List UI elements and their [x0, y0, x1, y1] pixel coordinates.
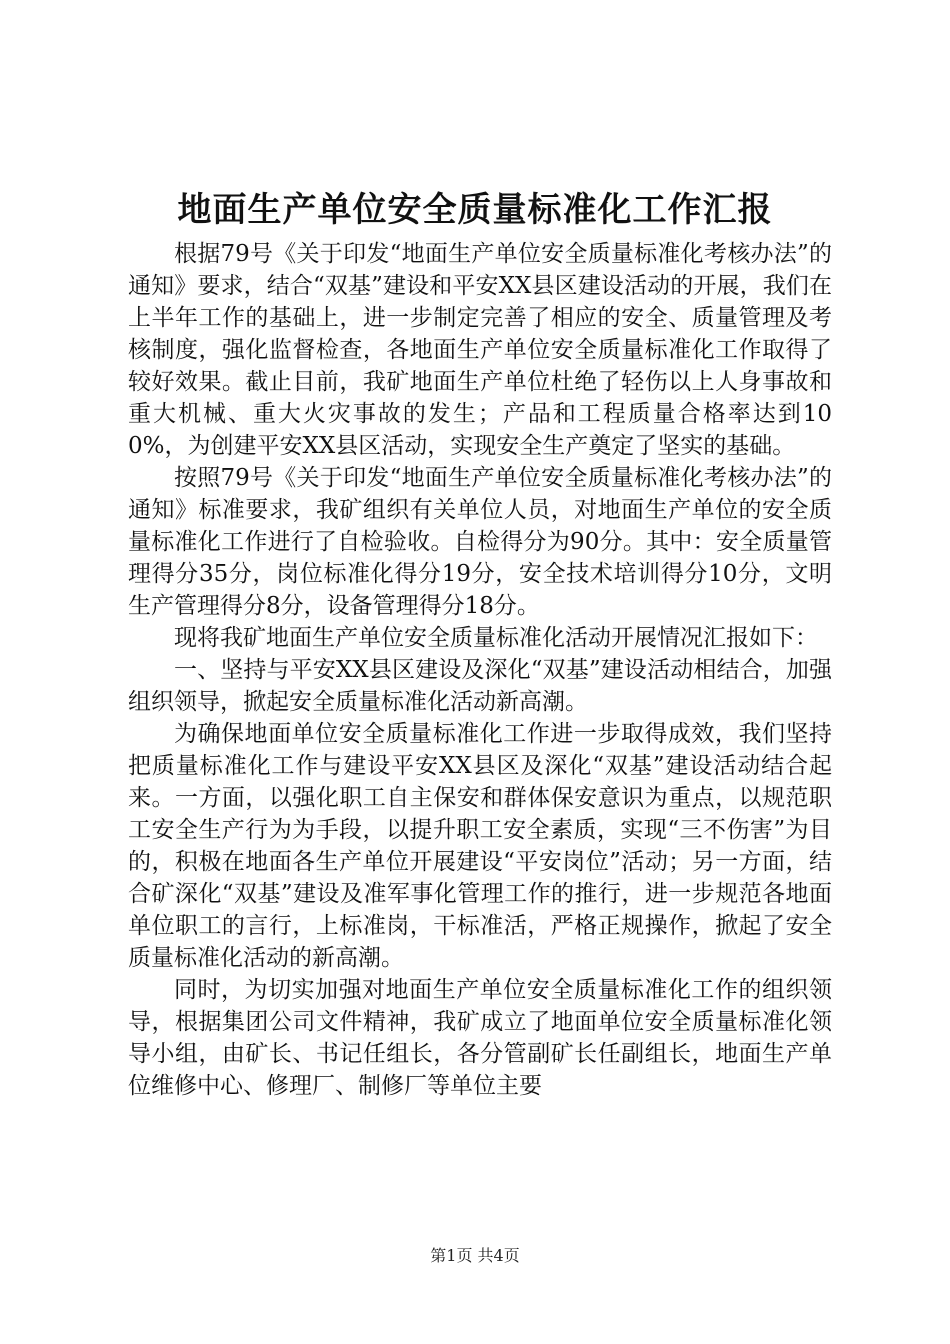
- paragraph-1: 根据79号《关于印发“地面生产单位安全质量标准化考核办法”的通知》要求，结合“双基”建设和平安XX县区建设活动的开展，我们在上半年工作的基础上，进一步制定完善了相应的安全、质量管理及考核制度，强化监督检查，各地面生产单位安全质量标准化工作取得了较好效果。截止目前，我矿地面生产单位杜绝了轻伤以上人身事故和重大机械、重大火灾事故的发生；产品和工程质量合格率达到100%，为创建平安XX县区活动，实现安全生产奠定了坚实的基础。: [128, 241, 832, 459]
- page-number-footer: 第1页 共4页: [430, 1246, 520, 1265]
- paragraph-5: 为确保地面单位安全质量标准化工作进一步取得成效，我们坚持把质量标准化工作与建设平安XX县区及深化“双基”建设活动结合起来。一方面，以强化职工自主保安和群体保安意识为重点，以规范职工安全生产行为为手段，以提升职工安全素质，实现“三不伤害”为目的，积极在地面各生产单位开展建设“平安岗位”活动；另一方面，结合矿深化“双基”建设及准军事化管理工作的推行，进一步规范各地面单位职工的言行，上标准岗，干标准活，严格正规操作，掀起了安全质量标准化活动的新高潮。: [128, 721, 832, 971]
- paragraph-3: 现将我矿地面生产单位安全质量标准化活动开展情况汇报如下：: [174, 625, 818, 651]
- document-body: [128, 238, 832, 1102]
- paragraph-4-section-heading: 一、坚持与平安XX县区建设及深化“双基”建设活动相结合，加强组织领导，掀起安全质量标准化活动新高潮。: [128, 657, 832, 715]
- document-title: 地面生产单位安全质量标准化工作汇报: [177, 190, 773, 230]
- paragraph-2: 按照79号《关于印发“地面生产单位安全质量标准化考核办法”的通知》标准要求，我矿组织有关单位人员，对地面生产单位的安全质量标准化工作进行了自检验收。自检得分为90分。其中：安全质量管理得分35分，岗位标准化得分19分，安全技术培训得分10分，文明生产管理得分8分，设备管理得分18分。: [128, 465, 832, 619]
- paragraph-6: 同时，为切实加强对地面生产单位安全质量标准化工作的组织领导，根据集团公司文件精神，我矿成立了地面单位安全质量标准化领导小组，由矿长、书记任组长，各分管副矿长任副组长，地面生产单位维修中心、修理厂、制修厂等单位主要: [128, 977, 832, 1099]
